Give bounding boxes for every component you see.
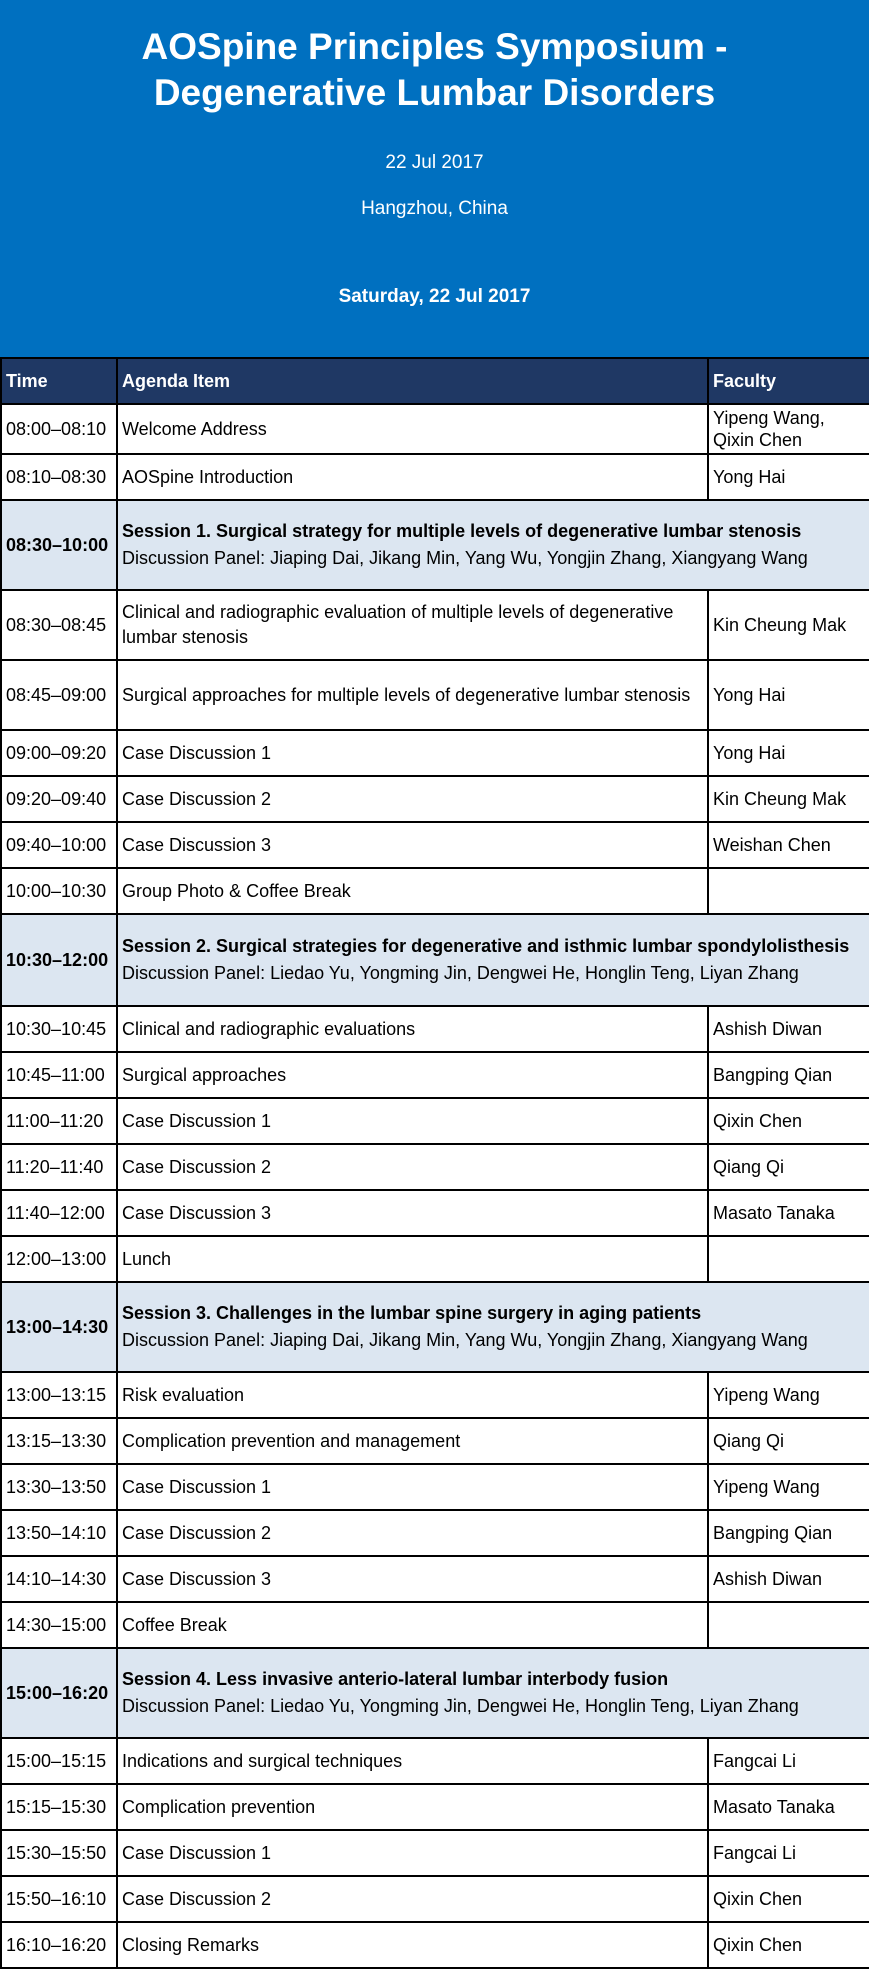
faculty-line-2: Qixin Chen [713, 430, 803, 450]
event-date: 22 Jul 2017 [385, 152, 484, 173]
column-header-agenda-item: Agenda Item [117, 358, 708, 404]
session-time: 15:00–16:20 [1, 1648, 117, 1738]
row-item: Clinical and radiographic evaluation of multiple levels of degenerative lumbar stenosis [117, 590, 708, 660]
row-faculty [708, 404, 869, 454]
session-title: Session 4. Less invasive anterio-lateral lumbar interbody fusion [122, 1669, 669, 1689]
row-faculty: Yong Hai [708, 454, 869, 500]
row-item: Clinical and radiographic evaluations [117, 1006, 708, 1052]
table-row [1, 1098, 869, 1144]
row-item: Indications and surgical techniques [117, 1738, 708, 1784]
table-row [1, 1830, 869, 1876]
agenda-table [0, 357, 869, 1969]
table-row [1, 404, 869, 454]
row-time: 09:40–10:00 [1, 822, 117, 868]
row-faculty: Yipeng Wang [708, 1372, 869, 1418]
discussion-panel: Discussion Panel: Jiaping Dai, Jikang Min, Yang Wu, Yongjin Zhang, Xiangyang Wang [122, 548, 808, 568]
row-faculty: Yipeng Wang [708, 1464, 869, 1510]
row-faculty: Qixin Chen [708, 1922, 869, 1968]
row-time: 08:00–08:10 [1, 404, 117, 454]
title-line-2: Degenerative Lumbar Disorders [153, 72, 716, 113]
row-item: Group Photo & Coffee Break [117, 868, 708, 914]
row-time: 13:30–13:50 [1, 1464, 117, 1510]
row-item: Coffee Break [117, 1602, 708, 1648]
row-item: Case Discussion 3 [117, 1190, 708, 1236]
row-time: 08:30–08:45 [1, 590, 117, 660]
session-row [1, 500, 869, 590]
session-details [117, 500, 869, 590]
session-time: 08:30–10:00 [1, 500, 117, 590]
table-row [1, 1418, 869, 1464]
session-time: 13:00–14:30 [1, 1282, 117, 1372]
row-faculty: Yong Hai [708, 660, 869, 730]
row-time: 15:50–16:10 [1, 1876, 117, 1922]
event-location: Hangzhou, China [361, 198, 508, 219]
row-faculty: Fangcai Li [708, 1830, 869, 1876]
row-item: Risk evaluation [117, 1372, 708, 1418]
discussion-panel: Discussion Panel: Liedao Yu, Yongming Jin, Dengwei He, Honglin Teng, Liyan Zhang [122, 963, 799, 983]
row-time: 09:20–09:40 [1, 776, 117, 822]
row-item: Closing Remarks [117, 1922, 708, 1968]
table-row [1, 1144, 869, 1190]
table-row [1, 1602, 869, 1648]
session-details [117, 1648, 869, 1738]
row-faculty: Qiang Qi [708, 1418, 869, 1464]
row-time: 12:00–13:00 [1, 1236, 117, 1282]
row-item: Case Discussion 2 [117, 1144, 708, 1190]
row-faculty: Masato Tanaka [708, 1190, 869, 1236]
row-faculty: Qixin Chen [708, 1876, 869, 1922]
row-time: 10:00–10:30 [1, 868, 117, 914]
header-banner [0, 0, 869, 357]
row-faculty: Bangping Qian [708, 1052, 869, 1098]
row-faculty: Kin Cheung Mak [708, 776, 869, 822]
column-header-faculty: Faculty [708, 358, 869, 404]
table-row [1, 822, 869, 868]
table-row [1, 1738, 869, 1784]
row-item: AOSpine Introduction [117, 454, 708, 500]
table-row [1, 1876, 869, 1922]
row-faculty: Kin Cheung Mak [708, 590, 869, 660]
title-line-1: AOSpine Principles Symposium - [141, 26, 728, 67]
row-faculty: Masato Tanaka [708, 1784, 869, 1830]
table-row [1, 776, 869, 822]
row-item: Surgical approaches for multiple levels of degenerative lumbar stenosis [117, 660, 708, 730]
row-time: 16:10–16:20 [1, 1922, 117, 1968]
table-row [1, 1372, 869, 1418]
row-faculty [708, 1236, 869, 1282]
row-item: Case Discussion 1 [117, 1830, 708, 1876]
faculty-line-1: Yipeng Wang, [713, 408, 825, 428]
page-title [0, 24, 869, 116]
row-time: 11:40–12:00 [1, 1190, 117, 1236]
row-time: 13:00–13:15 [1, 1372, 117, 1418]
row-item: Case Discussion 1 [117, 730, 708, 776]
discussion-panel: Discussion Panel: Liedao Yu, Yongming Jin, Dengwei He, Honglin Teng, Liyan Zhang [122, 1696, 799, 1716]
row-time: 11:20–11:40 [1, 1144, 117, 1190]
row-time: 11:00–11:20 [1, 1098, 117, 1144]
table-row [1, 1464, 869, 1510]
table-row [1, 868, 869, 914]
session-row [1, 1282, 869, 1372]
event-day: Saturday, 22 Jul 2017 [338, 286, 531, 307]
row-faculty: Qixin Chen [708, 1098, 869, 1144]
table-row [1, 1236, 869, 1282]
table-row [1, 660, 869, 730]
row-time: 10:30–10:45 [1, 1006, 117, 1052]
row-time: 08:45–09:00 [1, 660, 117, 730]
row-faculty: Bangping Qian [708, 1510, 869, 1556]
table-row [1, 1556, 869, 1602]
row-item: Case Discussion 2 [117, 1876, 708, 1922]
row-faculty [708, 1602, 869, 1648]
session-row [1, 914, 869, 1006]
session-row [1, 1648, 869, 1738]
session-title: Session 3. Challenges in the lumbar spine surgery in aging patients [122, 1303, 702, 1323]
table-row [1, 1052, 869, 1098]
row-time: 09:00–09:20 [1, 730, 117, 776]
row-time: 15:00–15:15 [1, 1738, 117, 1784]
row-time: 15:15–15:30 [1, 1784, 117, 1830]
row-faculty: Qiang Qi [708, 1144, 869, 1190]
table-row [1, 1784, 869, 1830]
session-details [117, 914, 869, 1006]
row-time: 15:30–15:50 [1, 1830, 117, 1876]
row-time: 08:10–08:30 [1, 454, 117, 500]
table-row [1, 1190, 869, 1236]
row-faculty: Yong Hai [708, 730, 869, 776]
session-details [117, 1282, 869, 1372]
row-item: Lunch [117, 1236, 708, 1282]
row-item: Case Discussion 3 [117, 1556, 708, 1602]
row-item: Welcome Address [117, 404, 708, 454]
row-item: Surgical approaches [117, 1052, 708, 1098]
row-item: Case Discussion 2 [117, 776, 708, 822]
table-row [1, 1006, 869, 1052]
discussion-panel: Discussion Panel: Jiaping Dai, Jikang Min, Yang Wu, Yongjin Zhang, Xiangyang Wang [122, 1330, 808, 1350]
row-item: Case Discussion 2 [117, 1510, 708, 1556]
row-faculty: Fangcai Li [708, 1738, 869, 1784]
session-title: Session 2. Surgical strategies for degenerative and isthmic lumbar spondylolisthesis [122, 936, 850, 956]
row-time: 14:10–14:30 [1, 1556, 117, 1602]
row-time: 13:15–13:30 [1, 1418, 117, 1464]
row-item: Case Discussion 1 [117, 1464, 708, 1510]
row-time: 10:45–11:00 [1, 1052, 117, 1098]
row-time: 14:30–15:00 [1, 1602, 117, 1648]
row-item: Case Discussion 3 [117, 822, 708, 868]
row-faculty [708, 868, 869, 914]
table-row [1, 1922, 869, 1968]
column-header-time: Time [1, 358, 117, 404]
row-item: Complication prevention [117, 1784, 708, 1830]
table-row [1, 1510, 869, 1556]
row-time: 13:50–14:10 [1, 1510, 117, 1556]
row-faculty: Ashish Diwan [708, 1556, 869, 1602]
row-item: Complication prevention and management [117, 1418, 708, 1464]
table-row [1, 730, 869, 776]
session-title: Session 1. Surgical strategy for multiple levels of degenerative lumbar stenosis [122, 521, 802, 541]
row-faculty: Ashish Diwan [708, 1006, 869, 1052]
table-header-row [1, 358, 869, 404]
table-row [1, 590, 869, 660]
row-item: Case Discussion 1 [117, 1098, 708, 1144]
row-faculty: Weishan Chen [708, 822, 869, 868]
table-row [1, 454, 869, 500]
session-time: 10:30–12:00 [1, 914, 117, 1006]
